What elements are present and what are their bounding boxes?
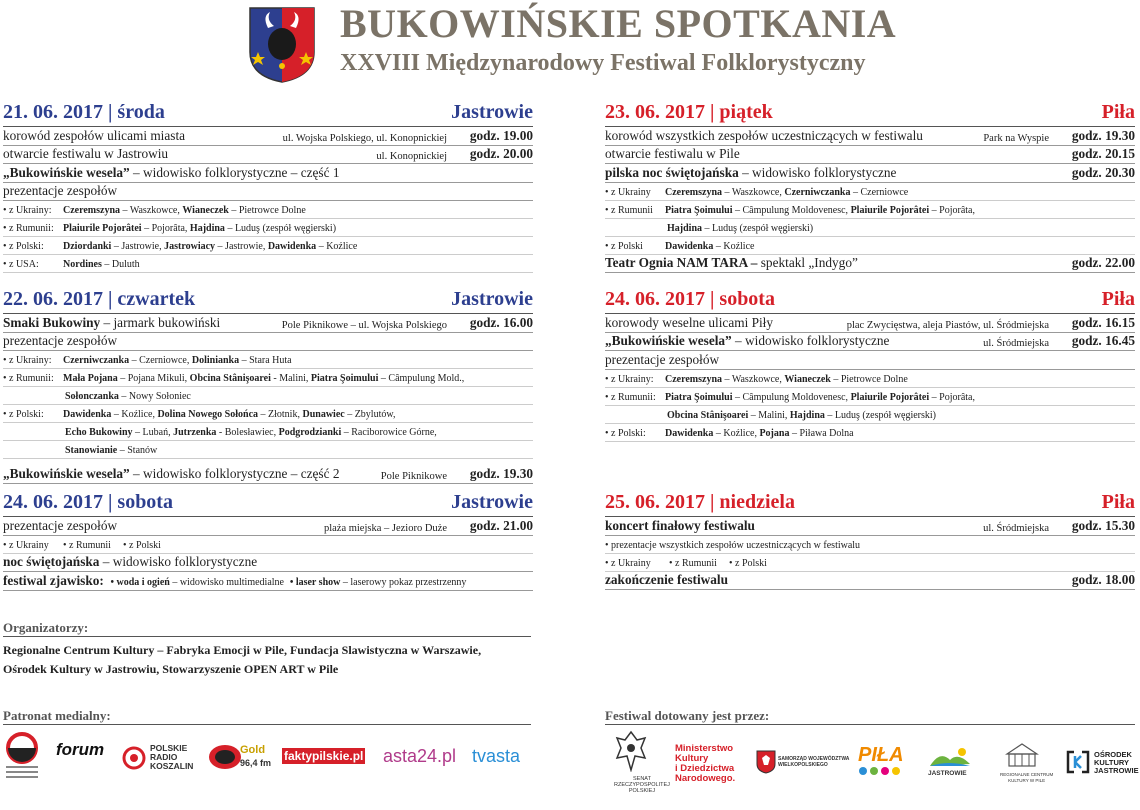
event-row: [3, 554, 533, 573]
event-time: godz. 22.00: [1071, 255, 1135, 270]
stowarzyszenie-logo: [2, 732, 42, 782]
event-time: godz. 20.15: [1071, 146, 1135, 161]
event-title: koncert finałowy festiwalu: [605, 517, 755, 533]
wielkopolska-shield-icon: [756, 750, 776, 774]
ensemble-row: • z Rumunii: Mała Pojana – Pojana Mikuli, Obcina Stânişoarei - Malini, Piatra Şoimului – Câmpulung Mold.,: [3, 369, 533, 387]
event-title: korowód wszystkich zespołów uczestniczących w festiwalu: [605, 127, 923, 143]
event-row: [3, 164, 533, 183]
organizers-section: [3, 620, 531, 679]
event-title: Smaki Bukowiny: [3, 314, 101, 330]
day-header: [3, 100, 533, 127]
radio-koszalin-icon: [120, 746, 148, 770]
day-block-24-06-pila: [605, 287, 1135, 442]
page-subtitle: XXVIII Międzynarodowy Festiwal Folklorystyczny: [340, 50, 866, 76]
day-city: Jastrowie: [451, 101, 533, 123]
event-title: noc świętojańska: [3, 554, 100, 569]
event-desc: – widowisko folklorystyczne – część 2: [129, 465, 340, 481]
event-time: godz. 18.00: [1071, 572, 1135, 587]
day-block-23-06: [605, 100, 1135, 273]
day-block-21-06: [3, 100, 533, 273]
ensemble-row: • z Polski: Dawidenka – Koźlice, Dolina Nowego Sołońca – Złotnik, Dunawiec – Zbylutów,: [3, 405, 533, 423]
faktypilskie-logo: faktypilskie.pl: [284, 749, 364, 763]
event-time: godz. 16.00: [469, 314, 533, 330]
ok-jastrowie-logo: OŚRODEK KULTURY JASTROWIE: [1094, 750, 1139, 775]
ministerstwo-kultury-logo: Ministerstwo Kultury i Dziedzictwa Narodowego.: [675, 743, 736, 784]
event-desc: spektakl „Indygo”: [757, 255, 858, 270]
event-location: ul. Wojska Polskiego, ul. Konopnickiej: [282, 132, 447, 144]
day-city: Jastrowie: [451, 491, 533, 513]
event-location: ul. Śródmiejska: [983, 522, 1049, 534]
day-city: Piła: [1101, 491, 1135, 513]
zet-gold-logo: Gold: [240, 744, 266, 756]
event-row: festiwal zjawisko: • woda i ogień – widowisko multimedialne • laser show – laserowy pokaz przestrzenny: [3, 572, 533, 591]
event-row: [3, 183, 533, 202]
funders-title: Festiwal dotowany jest przez:: [605, 708, 1135, 725]
organizers-line: Regionalne Centrum Kultury – Fabryka Emocji w Pile, Fundacja Slawistyczna w Warszawie,: [3, 643, 482, 657]
jastrowie-logo: JASTROWIE: [928, 770, 967, 777]
event-location: plaża miejska – Jezioro Duże: [323, 522, 447, 534]
event-title: „Bukowińskie wesela”: [3, 164, 130, 180]
coat-of-arms-logo: [248, 6, 316, 84]
event-time: godz. 15.30: [1071, 517, 1135, 533]
event-row: [605, 351, 1135, 370]
ensemble-row: • z Ukrainy: Czeremszyna – Waszkowce, Wianeczek – Pietrowce Dolne: [605, 370, 1135, 388]
event-row: [605, 164, 1135, 183]
event-title: prezentacje zespołów: [3, 517, 118, 533]
forum-logo: forum: [56, 740, 105, 759]
event-row: [605, 146, 1135, 165]
tvasta-logo: tvasta: [472, 746, 521, 766]
media-patrons-title-wrap: [3, 708, 531, 725]
event-row: [605, 333, 1135, 352]
ensemble-row: • z Ukrainy • z Rumunii • z Polski: [3, 536, 533, 554]
ensemble-row: • z Polski Dawidenka – Koźlice: [605, 237, 1135, 255]
event-desc: – widowisko folklorystyczne: [731, 333, 890, 348]
organizers-line: Ośrodek Kultury w Jastrowiu, Stowarzyszenie OPEN ART w Pile: [3, 662, 339, 676]
event-row: [3, 465, 533, 484]
ensemble-row: • z Ukrainy Czeremszyna – Waszkowce, Czerniwczanka – Czerniowce: [605, 183, 1135, 201]
day-header: [3, 490, 533, 517]
event-location: plac Zwycięstwa, aleja Piastów, ul. Śródmiejska: [846, 319, 1049, 331]
day-date: 23. 06. 2017 | piątek: [605, 101, 773, 123]
event-row: [605, 572, 1135, 591]
event-location: ul. Śródmiejska: [983, 338, 1049, 349]
senat-eagle-icon: [615, 730, 647, 772]
event-row: [3, 146, 533, 165]
samorzad-logo: SAMORZĄD WOJEWÓDZTWA WIELKOPOLSKIEGO: [778, 756, 850, 768]
event-desc: – jarmark bukowiński: [100, 314, 221, 330]
ensemble-row: Obcina Stânişoarei – Malini, Hajdina – Luduş (zespół węgierski): [605, 406, 1135, 424]
event-desc: – widowisko folklorystyczne: [738, 164, 897, 180]
event-row: [3, 314, 533, 333]
ensemble-row: • z Rumunii: Plaiurile Pojorâtei – Pojorâta, Hajdina – Luduş (zespół węgierski): [3, 219, 533, 237]
rck-building-icon: [1005, 742, 1039, 768]
event-time: godz. 16.15: [1071, 314, 1135, 330]
event-title: „Bukowińskie wesela”: [605, 333, 732, 348]
event-title: otwarcie festiwalu w Pile: [605, 146, 740, 161]
ensemble-row: • prezentacje wszystkich zespołów uczestniczących w festiwalu: [605, 536, 1135, 554]
event-desc: – widowisko folklorystyczne – część 1: [129, 164, 340, 180]
event-title: otwarcie festiwalu w Jastrowiu: [3, 146, 169, 161]
ensemble-row: • z Ukrainy • z Rumunii • z Polski: [605, 554, 1135, 572]
asta24-logo: asta24.pl: [383, 746, 457, 766]
event-desc: – widowisko folklorystyczne: [99, 554, 258, 569]
funders-title-wrap: [605, 708, 1135, 725]
event-title: pilska noc świętojańska: [605, 164, 739, 180]
event-location: Pole Piknikowe: [380, 470, 447, 482]
jastrowie-landscape-icon: [928, 746, 972, 768]
event-time: godz. 16.45: [1071, 333, 1135, 348]
zet-gold-frequency: 96,4 fm: [240, 758, 272, 768]
day-block-25-06: [605, 490, 1135, 590]
ok-jastrowie-icon: [1066, 750, 1090, 774]
ensemble-row: • z USA: Nordines – Duluth: [3, 255, 533, 273]
ensemble-row: • z Rumunii: Piatra Şoimului – Câmpulung Moldovenesc, Plaiurile Pojorâtei – Pojorâta,: [605, 388, 1135, 406]
event-time: godz. 19.00: [469, 127, 533, 143]
radio-koszalin-logo: POLSKIE RADIO KOSZALIN: [150, 743, 194, 771]
ensemble-row: • z Polski: Dawidenka – Koźlice, Pojana – Piława Dolna: [605, 424, 1135, 442]
day-date: 22. 06. 2017 | czwartek: [3, 288, 196, 310]
ensemble-row: Stanowianie – Stanów: [3, 441, 533, 459]
event-title: prezentacje zespołów: [3, 333, 118, 348]
ensemble-row: • z Ukrainy: Czerniwczanka – Czerniowce, Dolinianka – Stara Huta: [3, 351, 533, 369]
event-row: [605, 314, 1135, 333]
ensemble-row: • z Rumunii Piatra Şoimului – Câmpulung Moldovenesc, Plaiurile Pojorâtei – Pojorâta,: [605, 201, 1135, 219]
day-block-22-06: [3, 287, 533, 484]
ensemble-row: • z Ukrainy: Czeremszyna – Waszkowce, Wianeczek – Pietrowce Dolne: [3, 201, 533, 219]
event-time: godz. 19.30: [1071, 127, 1135, 143]
event-location: ul. Konopnickiej: [376, 151, 447, 162]
event-time: godz. 20.30: [1071, 164, 1135, 180]
ensemble-row: • z Polski: Dziordanki – Jastrowie, Jastrowiacy – Jastrowie, Dawidenka – Koźlice: [3, 237, 533, 255]
page-title: BUKOWIŃSKIE SPOTKANIA: [340, 1, 897, 46]
ensemble-row: Hajdina – Luduş (zespół węgierski): [605, 219, 1135, 237]
event-time: godz. 19.30: [469, 465, 533, 481]
day-city: Jastrowie: [451, 288, 533, 310]
event-time: godz. 20.00: [469, 146, 533, 161]
zet-gold-icon: [208, 744, 242, 770]
event-title: korowód zespołów ulicami miasta: [3, 127, 186, 143]
event-row: [3, 517, 533, 536]
event-title: prezentacje zespołów: [605, 351, 720, 367]
event-title: korowody weselne ulicami Piły: [605, 314, 774, 330]
event-title: „Bukowińskie wesela”: [3, 465, 130, 481]
event-row: [605, 517, 1135, 536]
event-time: godz. 21.00: [469, 517, 533, 533]
event-title: zakończenie festiwalu: [605, 572, 728, 587]
event-title: Teatr Ognia NAM TARA –: [605, 255, 758, 270]
event-location: Park na Wyspie: [983, 132, 1049, 144]
media-patrons-title: Patronat medialny:: [3, 708, 531, 725]
event-title: prezentacje zespołów: [3, 183, 118, 198]
day-city: Piła: [1101, 101, 1135, 123]
ensemble-row: Sołonczanka – Nowy Sołoniec: [3, 387, 533, 405]
pila-dots-icon: [857, 766, 901, 776]
event-row: [605, 255, 1135, 274]
day-header: [3, 287, 533, 314]
organizers-title: Organizatorzy:: [3, 620, 531, 637]
event-row: [605, 127, 1135, 146]
event-row: [3, 127, 533, 146]
event-title: festiwal zjawisko:: [3, 572, 104, 588]
pila-logo: PIŁA: [858, 744, 904, 766]
day-header: [605, 100, 1135, 127]
day-date: 25. 06. 2017 | niedziela: [605, 491, 795, 513]
rck-logo: REGIONALNE CENTRUM KULTURY W PILE: [1000, 772, 1054, 783]
day-header: [605, 490, 1135, 517]
day-date: 24. 06. 2017 | sobota: [3, 491, 173, 513]
day-date: 24. 06. 2017 | sobota: [605, 288, 775, 310]
event-row: [3, 333, 533, 352]
event-location: Pole Piknikowe – ul. Wojska Polskiego: [281, 319, 447, 331]
day-date: 21. 06. 2017 | środa: [3, 101, 165, 123]
ensemble-row: Echo Bukowiny – Lubań, Jutrzenka - Bolesławiec, Podgrodzianki – Raciborowice Górne,: [3, 423, 533, 441]
senat-logo: SENAT RZECZYPOSPOLITEJ POLSKIEJ: [614, 776, 670, 794]
day-header: [605, 287, 1135, 314]
day-city: Piła: [1101, 288, 1135, 310]
day-block-24-06-jastrowie: [3, 490, 533, 591]
